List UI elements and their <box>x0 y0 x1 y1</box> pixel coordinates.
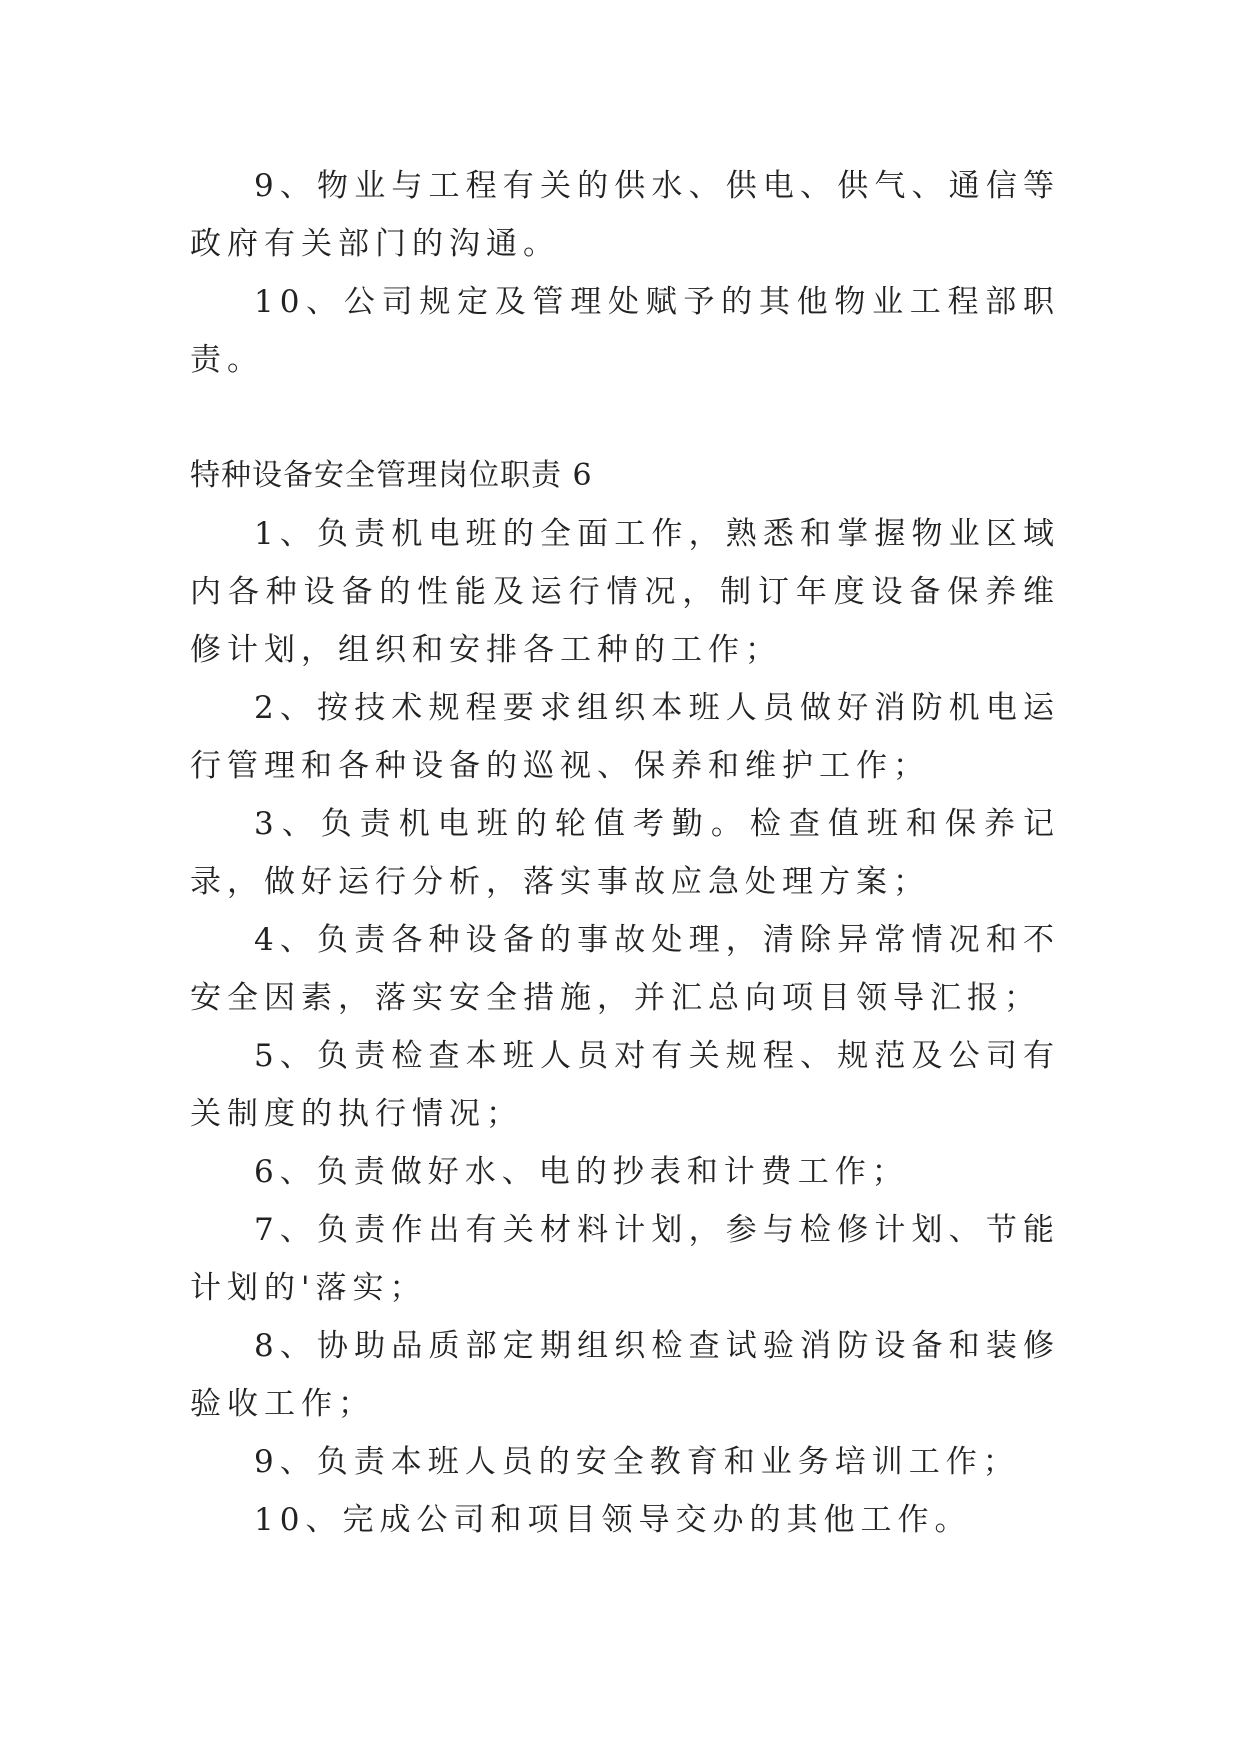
duty-item-5: 5、负责检查本班人员对有关规程、规范及公司有关制度的执行情况； <box>190 1038 1060 1132</box>
section-spacer <box>190 389 1060 447</box>
paragraph-item-9: 9、物业与工程有关的供水、供电、供气、通信等政府有关部门的沟通。 <box>190 168 1060 262</box>
duty-item-2: 2、按技术规程要求组织本班人员做好消防机电运行管理和各种设备的巡视、保养和维护工作； <box>190 690 1060 784</box>
duty-item-3: 3、负责机电班的轮值考勤。检查值班和保养记录，做好运行分析，落实事故应急处理方案； <box>190 806 1060 900</box>
duty-item-10: 10、完成公司和项目领导交办的其他工作。 <box>254 1502 972 1538</box>
document-body <box>190 157 1060 1549</box>
paragraph-item-10: 10、公司规定及管理处赋予的其他物业工程部职责。 <box>190 284 1060 378</box>
section-title: 特种设备安全管理岗位职责 6 <box>190 458 593 493</box>
duty-item-9: 9、负责本班人员的安全教育和业务培训工作； <box>254 1444 1020 1480</box>
duty-item-6: 6、负责做好水、电的抄表和计费工作； <box>254 1154 909 1190</box>
duty-item-8: 8、协助品质部定期组织检查试验消防设备和装修验收工作； <box>190 1328 1060 1422</box>
duty-item-4: 4、负责各种设备的事故处理，清除异常情况和不安全因素，落实安全措施，并汇总向项目领导汇报； <box>190 922 1060 1016</box>
duty-item-7: 7、负责作出有关材料计划，参与检修计划、节能计划的'落实； <box>190 1212 1060 1306</box>
duty-item-1: 1、负责机电班的全面工作，熟悉和掌握物业区域内各种设备的性能及运行情况，制订年度设备保养维修计划，组织和安排各工种的工作； <box>190 516 1060 668</box>
